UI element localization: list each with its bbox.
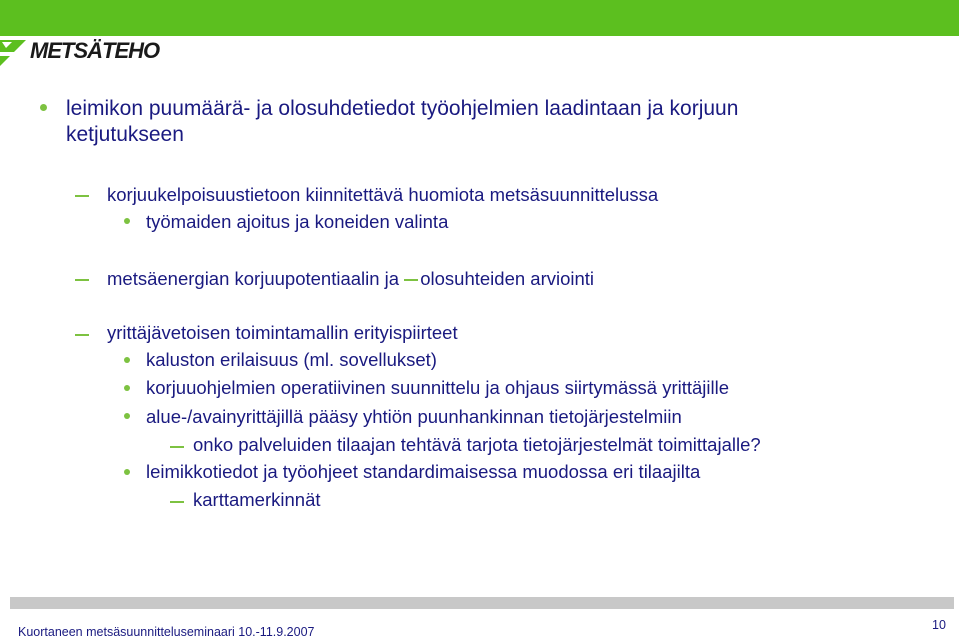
main-bullet-line1: leimikon puumäärä- ja olosuhdetiedot työohjelmien laadintaan ja korjuun (66, 97, 739, 120)
list-item: yrittäjävetoisen toimintamallin erityispiirteet (107, 322, 458, 343)
main-bullet-line2: ketjutukseen (66, 123, 184, 146)
list-item: alue-/avainyrittäjillä pääsy yhtiön puunhankinnan tietojärjestelmiin (146, 406, 682, 427)
dash-bullet-icon (170, 446, 184, 448)
footer-box (930, 597, 954, 609)
sub-bullet-icon (124, 413, 130, 419)
footer-bar (10, 597, 930, 609)
dash-bullet-icon (75, 279, 89, 281)
list-item: onko palveluiden tilaajan tehtävä tarjota tietojärjestelmät toimittajalle? (193, 434, 761, 455)
list-item: korjuukelpoisuustietoon kiinnitettävä huomiota metsäsuunnittelussa (107, 184, 659, 205)
sub-bullet-icon (124, 385, 130, 391)
list-item: karttamerkinnät (193, 489, 321, 510)
main-bullet-icon (40, 104, 47, 111)
dash-separator-icon (404, 279, 418, 281)
sub-bullet-icon (124, 357, 130, 363)
list-item: kaluston erilaisuus (ml. sovellukset) (146, 349, 437, 370)
list-item-part: olosuhteiden arviointi (420, 268, 595, 289)
page-number: 10 (932, 618, 946, 632)
list-item (107, 267, 594, 291)
list-item: leimikkotiedot ja työohjeet standardimaisessa muodossa eri tilaajilta (146, 461, 701, 482)
list-item: työmaiden ajoitus ja koneiden valinta (146, 211, 449, 232)
dash-bullet-icon (170, 501, 184, 503)
list-item: korjuuohjelmien operatiivinen suunnittelu ja ohjaus siirtymässä yrittäjille (146, 377, 730, 398)
dash-bullet-icon (75, 195, 89, 197)
list-item-part: metsäenergian korjuupotentiaalin ja (107, 268, 405, 289)
sub-bullet-icon (124, 469, 130, 475)
dash-bullet-icon (75, 334, 89, 336)
logo-text: METSÄTEHO (30, 38, 160, 63)
sub-bullet-icon (124, 218, 130, 224)
footer-event: Kuortaneen metsäsuunnitteluseminaari 10.-11.9.2007 (18, 625, 315, 639)
